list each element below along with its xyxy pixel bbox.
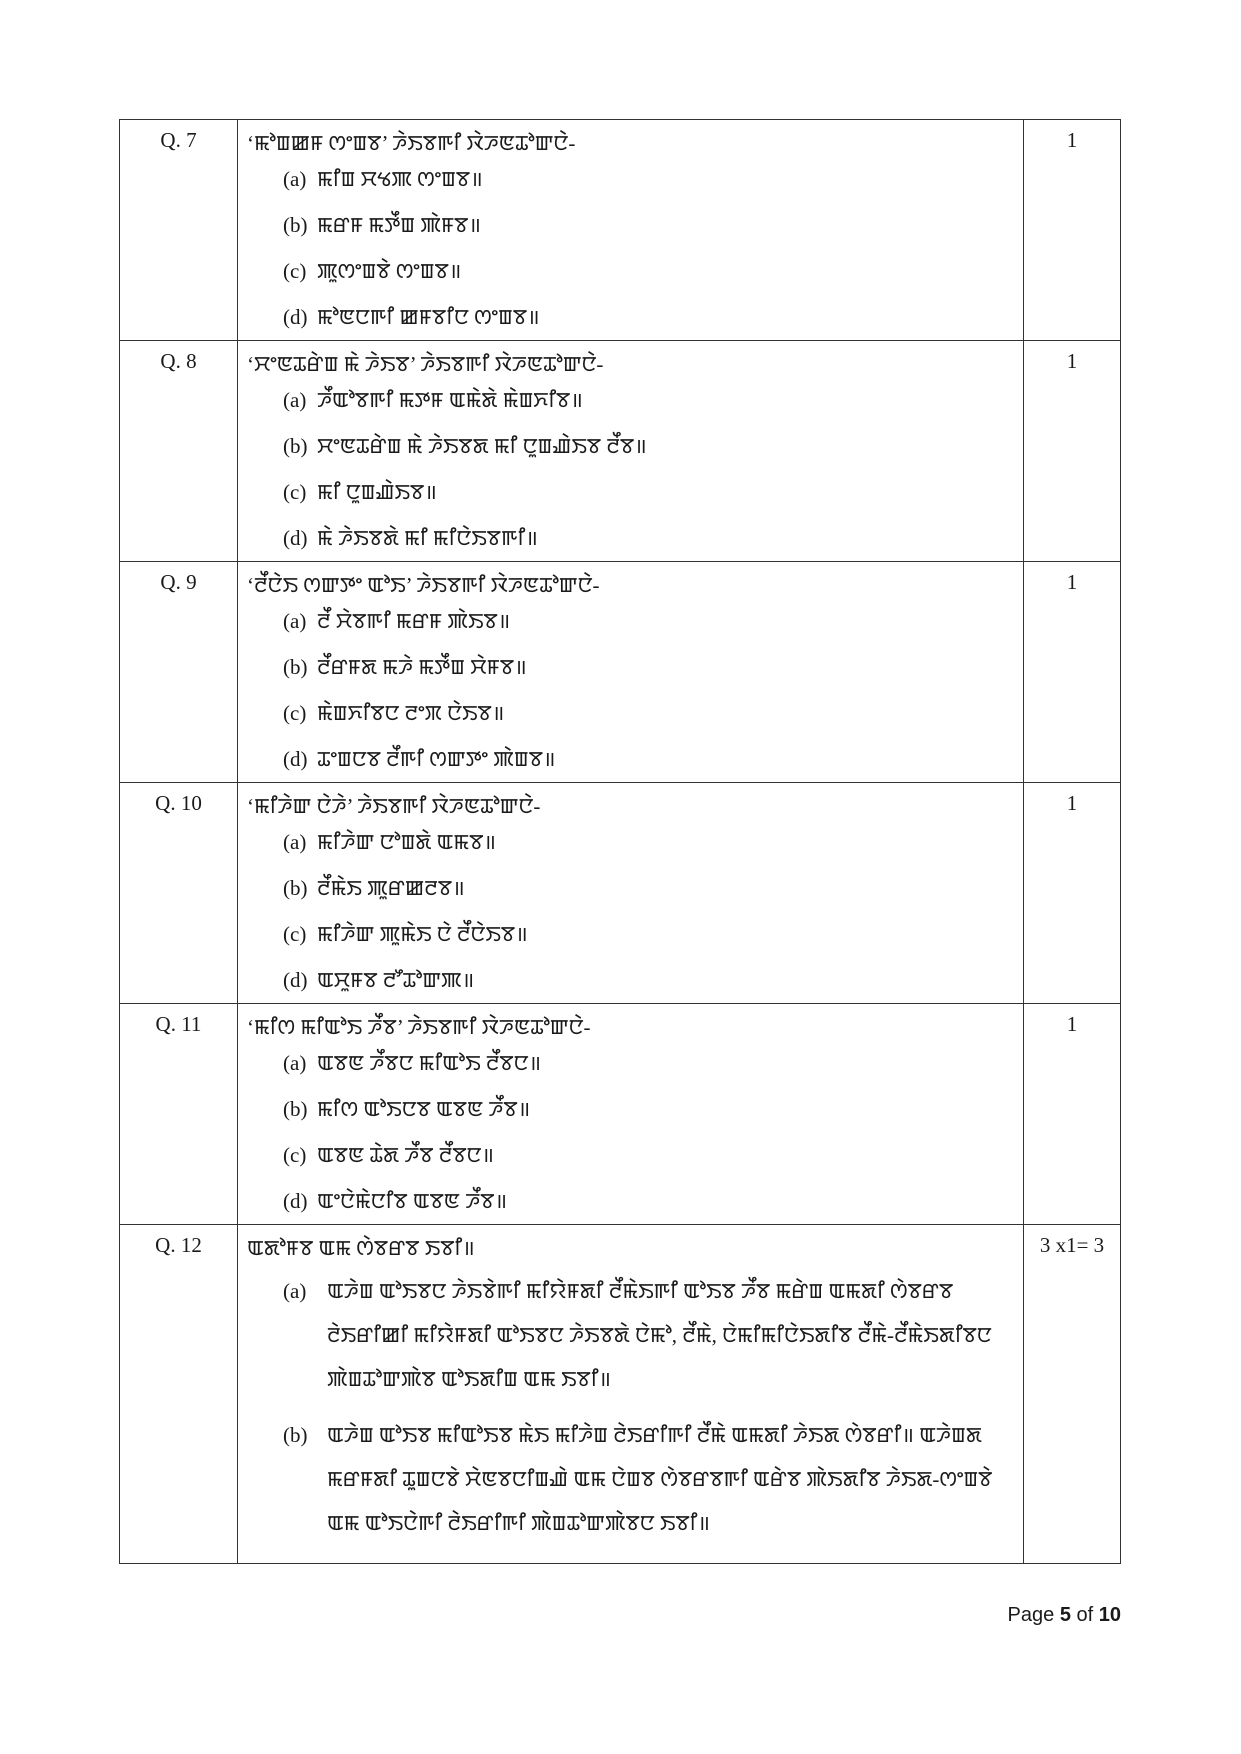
option-label: (a)	[283, 388, 307, 412]
option-label: (a)	[283, 167, 307, 191]
option-text: ꯑꯦꯅꯥꯃꯥꯅꯤꯕ ꯑꯕꯟ ꯍꯩꯕ॥	[317, 1189, 508, 1213]
option-list	[247, 606, 1015, 774]
question-number: Q. 9	[120, 562, 238, 783]
option-label: (a)	[283, 1051, 307, 1075]
option-text: ꯆꯦꯟꯊꯔꯥꯡ ꯃꯥ ꯍꯥꯏꯕꯗ ꯃꯤ ꯅꯨꯡꯉꯥꯏꯕ ꯂꯩꯕ॥	[317, 434, 647, 458]
option-label: (a)	[283, 1279, 307, 1303]
option-text: ꯑꯕꯟ ꯍꯩꯕꯅ ꯃꯤꯑꯣꯏ ꯂꯩꯕꯅ॥	[317, 1051, 542, 1075]
option-item	[283, 1048, 1015, 1078]
option-list	[247, 1048, 1015, 1216]
question-row	[120, 1225, 1121, 1564]
option-item	[283, 698, 1015, 728]
page-of-label: of	[1076, 1604, 1094, 1626]
option-label: (b)	[283, 213, 308, 237]
question-number: Q. 11	[120, 1004, 238, 1225]
question-body	[238, 341, 1024, 562]
option-list	[247, 1269, 1015, 1545]
page-label: Page	[1007, 1604, 1055, 1626]
option-item	[283, 652, 1015, 682]
option-label: (c)	[283, 1143, 307, 1167]
option-item	[283, 164, 1015, 194]
option-item	[283, 385, 1015, 415]
question-marks: 1	[1024, 1004, 1121, 1225]
question-marks: 1	[1024, 783, 1121, 1004]
question-marks: 1	[1024, 341, 1121, 562]
question-marks: 1	[1024, 120, 1121, 341]
question-stem: ‘ꯂꯩꯅꯥꯏ ꯁꯛꯇꯦ ꯑꯣꯏ’ ꯍꯥꯏꯕꯒꯤ ꯋꯥꯍꯟꯊꯣꯛꯅꯥ-	[247, 573, 600, 597]
option-text: ꯃꯣꯟꯅꯒꯤ ꯀꯝꯕꯤꯅ ꯁꯦꯡꯕ॥	[317, 305, 540, 329]
option-item	[283, 477, 1015, 507]
option-item	[283, 523, 1015, 553]
option-item	[283, 1269, 1015, 1401]
option-label: (d)	[283, 526, 308, 550]
question-body	[238, 120, 1024, 341]
option-text: ꯂꯩꯔꯝꯗ ꯃꯍꯥ ꯃꯇꯩꯡ ꯆꯥꯝꯕ॥	[317, 655, 527, 679]
option-item	[283, 302, 1015, 332]
option-text: ꯃꯤꯁ ꯑꯣꯏꯅꯕ ꯑꯕꯟ ꯍꯩꯕ॥	[317, 1097, 531, 1121]
question-row	[120, 120, 1121, 341]
option-item	[283, 919, 1015, 949]
option-label: (c)	[283, 259, 307, 283]
question-body	[238, 1004, 1024, 1225]
option-text: ꯑꯍꯥꯡ ꯑꯣꯏꯕꯅ ꯍꯥꯏꯕꯥꯒꯤ ꯃꯤꯌꯥꯝꯗꯤ ꯂꯩꯃꯥꯏꯒꯤ ꯑꯣꯏꯕ ꯍꯩꯕ ꯃꯔꯥꯡ ꯑꯃꯗꯤ ꯁꯥꯕꯔꯕ ꯂꯥꯏꯔꯤꯀꯤ ꯃꯤꯌꯥꯝꯗꯤ ꯑꯣꯏꯕꯅ ꯍꯥꯏꯕꯗꯥ ꯅꯥꯃꯣ, ꯂꯩꯃꯥ, ꯅꯥꯃꯤꯃꯤꯅꯥꯏꯗꯤꯕ ꯂꯩꯃꯥ-ꯂꯩꯃꯥꯏꯗꯤꯕꯅ ꯄꯥꯡꯊꯣꯛꯄꯥꯕ ꯑꯣꯏꯗꯤꯡ ꯑꯃ ꯏꯕꯤ॥	[327, 1279, 992, 1391]
option-item	[283, 965, 1015, 995]
option-text: ꯃꯥ ꯍꯥꯏꯕꯗꯥ ꯃꯤ ꯃꯤꯅꯥꯏꯕꯒꯤ॥	[317, 526, 538, 550]
option-text: ꯃꯔꯝ ꯃꯇꯩꯡ ꯄꯥꯝꯕ॥	[317, 213, 481, 237]
question-table	[119, 119, 1121, 1564]
option-label: (a)	[283, 609, 307, 633]
question-body	[238, 783, 1024, 1004]
option-item	[283, 431, 1015, 461]
option-item	[283, 210, 1015, 240]
option-text: ꯑꯆꯨꯝꯕ ꯂꯧꯊꯣꯛꯄ॥	[317, 968, 475, 992]
option-text: ꯄꯨꯁꯦꯡꯕꯥ ꯁꯦꯡꯕ॥	[317, 259, 462, 283]
option-label: (d)	[283, 747, 308, 771]
option-label: (d)	[283, 1189, 308, 1213]
question-body	[238, 1225, 1024, 1564]
option-text: ꯃꯤꯡ ꯆꯠꯄ ꯁꯦꯡꯕ॥	[317, 167, 483, 191]
option-label: (c)	[283, 480, 307, 504]
option-item	[283, 256, 1015, 286]
current-page-number: 5	[1059, 1604, 1071, 1626]
page-footer	[1008, 1604, 1121, 1627]
option-text: ꯃꯥꯡꯈꯤꯕꯅ ꯂꯦꯞ ꯅꯥꯏꯕ॥	[317, 701, 505, 725]
question-number: Q. 12	[120, 1225, 238, 1564]
question-stem: ‘ꯃꯤꯁ ꯃꯤꯑꯣꯏ ꯍꯩꯕ’ ꯍꯥꯏꯕꯒꯤ ꯋꯥꯍꯟꯊꯣꯛꯅꯥ-	[247, 1015, 591, 1039]
question-body	[238, 562, 1024, 783]
question-stem: ‘ꯃꯤꯍꯥꯛ ꯅꯥꯍꯥ’ ꯍꯥꯏꯕꯒꯤ ꯋꯥꯍꯟꯊꯣꯛꯅꯥ-	[247, 794, 541, 818]
option-text: ꯑꯍꯥꯡ ꯑꯣꯏꯕ ꯃꯤꯑꯣꯏꯕ ꯃꯥꯏ ꯃꯤꯍꯥꯡ ꯂꯥꯏꯔꯤꯒꯤ ꯂꯩꯃꯥ ꯑꯃꯗꯤ ꯍꯥꯏꯗ ꯁꯥꯕꯔꯤ॥ ꯑꯍꯥꯡꯗ ꯃꯔꯝꯗꯤ ꯊꯨꯡꯅꯕꯥ ꯆꯥꯟꯕꯅꯤꯡꯉꯥ ꯑꯃ ꯅꯥꯡꯕ ꯁꯥꯕꯔꯕꯒꯤ ꯑꯔꯥꯕ ꯄꯥꯏꯗꯤꯕ ꯍꯥꯏꯗ-ꯁꯦꯡꯕꯥ ꯑꯃ ꯑꯣꯏꯅꯥꯒꯤ ꯂꯥꯏꯔꯤꯒꯤ ꯄꯥꯡꯊꯣꯛꯄꯥꯕꯅ ꯏꯕꯤ॥	[327, 1423, 993, 1535]
question-row	[120, 1004, 1121, 1225]
question-number: Q. 8	[120, 341, 238, 562]
question-stem: ꯑꯗꯣꯝꯕ ꯑꯃ ꯁꯥꯕꯔꯕ ꯏꯕꯤ॥	[247, 1236, 475, 1260]
option-text: ꯍꯩꯑꯣꯕꯒꯤ ꯃꯇꯝ ꯑꯃꯥꯗꯥ ꯃꯥꯡꯈꯤꯕ॥	[317, 388, 583, 412]
option-item	[283, 873, 1015, 903]
option-label: (b)	[283, 1097, 308, 1121]
option-label: (b)	[283, 876, 308, 900]
option-item	[283, 1186, 1015, 1216]
question-row	[120, 341, 1121, 562]
total-pages-number: 10	[1098, 1604, 1121, 1626]
option-list	[247, 164, 1015, 332]
option-label: (d)	[283, 968, 308, 992]
option-text: ꯂꯩ ꯆꯥꯕꯒꯤ ꯃꯔꯝ ꯄꯥꯏꯕ॥	[317, 609, 511, 633]
option-item	[283, 744, 1015, 774]
option-text: ꯊꯦꯡꯅꯕ ꯂꯩꯒꯤ ꯁꯛꯇꯦ ꯄꯥꯡꯕ॥	[317, 747, 556, 771]
question-number: Q. 10	[120, 783, 238, 1004]
question-number: Q. 7	[120, 120, 238, 341]
option-text: ꯃꯤꯍꯥꯛ ꯅꯣꯡꯗꯥ ꯑꯃꯕ॥	[317, 830, 496, 854]
option-label: (b)	[283, 434, 308, 458]
option-item	[283, 606, 1015, 636]
question-stem: ‘ꯆꯦꯟꯊꯔꯥꯡ ꯃꯥ ꯍꯥꯏꯕ’ ꯍꯥꯏꯕꯒꯤ ꯋꯥꯍꯟꯊꯣꯛꯅꯥ-	[247, 352, 604, 376]
option-label: (a)	[283, 830, 307, 854]
option-label: (d)	[283, 305, 308, 329]
question-row	[120, 562, 1121, 783]
question-marks: 3 x1= 3	[1024, 1225, 1121, 1564]
option-text: ꯃꯤ ꯅꯨꯡꯉꯥꯏꯕ॥	[317, 480, 437, 504]
option-item	[283, 827, 1015, 857]
option-text: ꯃꯤꯍꯥꯛ ꯄꯨꯃꯥꯏ ꯅꯥ ꯂꯩꯅꯥꯏꯕ॥	[317, 922, 528, 946]
question-marks: 1	[1024, 562, 1121, 783]
option-text: ꯑꯕꯟ ꯊꯥꯗ ꯍꯩꯕ ꯂꯩꯕꯅ॥	[317, 1143, 494, 1167]
option-text: ꯂꯩꯃꯥꯏ ꯄꯨꯔꯀꯂꯕ॥	[317, 876, 465, 900]
option-list	[247, 827, 1015, 995]
question-stem: ‘ꯃꯣꯡꯀꯝ ꯁꯦꯡꯕ’ ꯍꯥꯏꯕꯒꯤ ꯋꯥꯍꯟꯊꯣꯛꯅꯥ-	[247, 131, 576, 155]
question-row	[120, 783, 1121, 1004]
option-item	[283, 1140, 1015, 1170]
option-item	[283, 1094, 1015, 1124]
option-label: (b)	[283, 655, 308, 679]
option-label: (c)	[283, 922, 307, 946]
option-item	[283, 1413, 1015, 1545]
option-list	[247, 385, 1015, 553]
option-label: (c)	[283, 701, 307, 725]
option-label: (b)	[283, 1423, 308, 1447]
